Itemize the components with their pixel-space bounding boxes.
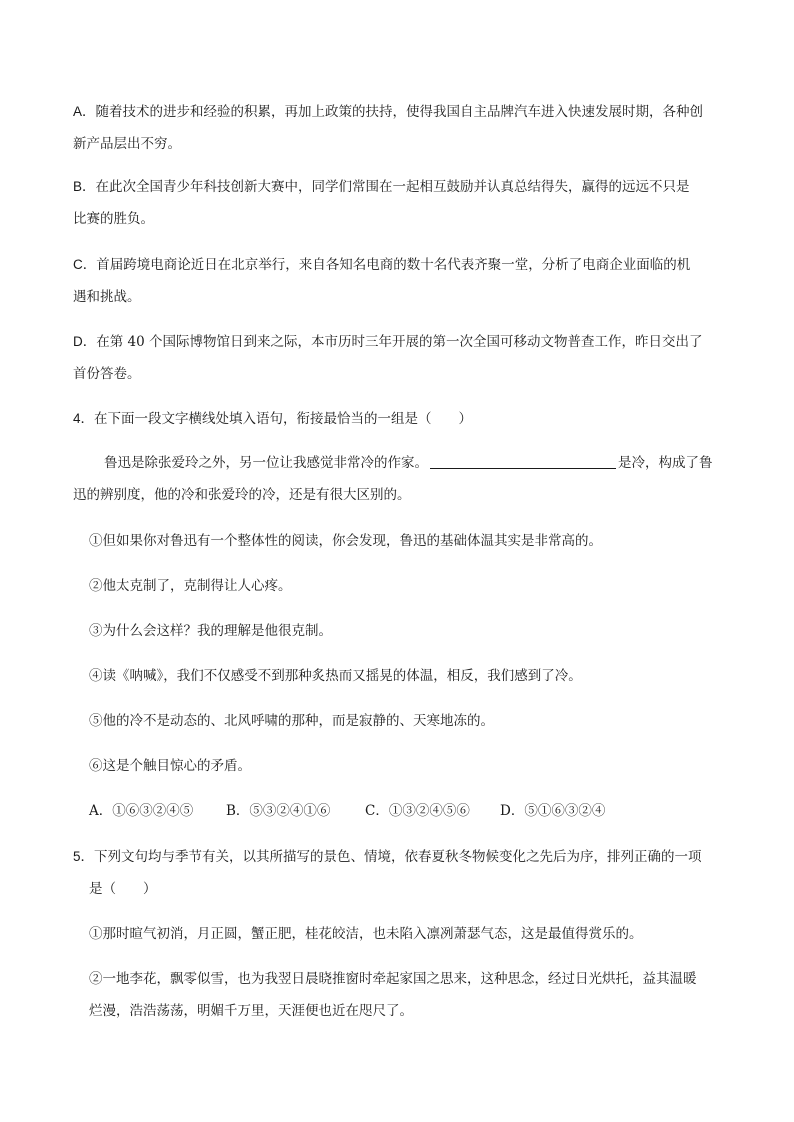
question-5-stem-line2: 是（ ） [89,881,157,897]
option-d-line1 [73,333,703,351]
question-5-text: 下列文句均与季节有关，以其所描写的景色、情境，依春夏秋冬物候变化之先后为序，排列正确的一项 [94,849,702,865]
option-c-line1 [73,256,690,274]
q5-item-1: ①那时暄气初消，月正圆，蟹正肥，桂花皎洁，也未陷入凛冽萧瑟气态，这是最值得赏乐的。 [89,926,643,942]
option-a-label: A． [73,104,96,119]
option-a-text: 随着技术的进步和经验的积累，再加上政策的扶持，使得我国自主品牌汽车进入快速发展时期，各种创 [95,104,704,120]
option-a-line2: 新产品层出不穷。 [73,136,181,152]
option-c-text: 首届跨境电商论近日在北京举行，来自各知名电商的数十名代表齐聚一堂，分析了电商企业面临的机 [96,257,691,273]
option-b-label: B． [73,179,96,194]
q4-choice-b[interactable]: B．⑤③②④①⑥ [226,803,331,819]
passage-line1 [104,454,713,472]
question-5-stem-line1 [73,848,702,866]
q4-item-4: ④读《呐喊》，我们不仅感受不到那种炙热而又摇晃的体温，相反，我们感到了冷。 [89,668,582,684]
q5-item-2-line1: ②一地李花，飘零似雪，也为我翌日晨晓推窗时牵起家国之思来，这种思念，经过日光烘托，益其温暖 [89,971,697,987]
q4-choices [89,802,605,820]
option-b-text: 在此次全国青少年科技创新大赛中，同学们常围在一起相互鼓励并认真总结得失，赢得的远远不只是 [95,179,690,195]
question-4-number: 4． [73,411,95,426]
q4-choice-d[interactable]: D．⑤①⑥③②④ [500,803,606,819]
option-d-line2: 首份答卷。 [73,366,141,382]
question-4-text: 在下面一段文字横线处填入语句，衔接最恰当的一组是（ ） [94,411,473,427]
q4-item-6: ⑥这是个触目惊心的矛盾。 [89,758,251,774]
question-4-stem [73,410,472,428]
q4-item-3: ③为什么会这样？我的理解是他很克制。 [89,623,332,639]
q5-item-2-line2: 烂漫，浩浩荡荡，明媚千万里，天涯便也近在咫尺了。 [89,1003,413,1019]
option-d-label: D． [73,334,97,349]
option-c-label: C． [73,257,97,272]
q4-item-2: ②他太克制了，克制得让人心疼。 [89,578,292,594]
q4-choice-a[interactable]: A．①⑥③②④⑤ [89,803,194,819]
passage-text-a: 鲁迅是除张爱玲之外，另一位让我感觉非常冷的作家。 [104,455,428,471]
passage-line2: 迅的辨别度，他的冷和张爱玲的冷，还是有很大区别的。 [73,487,411,503]
option-a-line1 [73,103,703,121]
option-b-line2: 比赛的胜负。 [73,211,154,227]
option-b-line1 [73,178,690,196]
passage-text-b: 是冷，构成了鲁 [618,455,713,471]
q4-item-1: ①但如果你对鲁迅有一个整体性的阅读，你会发现，鲁迅的基础体温其实是非常高的。 [89,533,602,549]
option-c-line2: 遇和挑战。 [73,289,141,305]
answer-blank[interactable] [430,454,616,469]
question-5-number: 5． [73,849,95,864]
q4-item-5: ⑤他的冷不是动态的、北风呼啸的那种，而是寂静的、天寒地冻的。 [89,713,494,729]
q4-choice-c[interactable]: C．①③②④⑤⑥ [365,803,470,819]
option-d-text: 在第 40 个国际博物馆日到来之际，本市历时三年开展的第一次全国可移动文物普查工作，昨日交出了 [96,334,703,350]
